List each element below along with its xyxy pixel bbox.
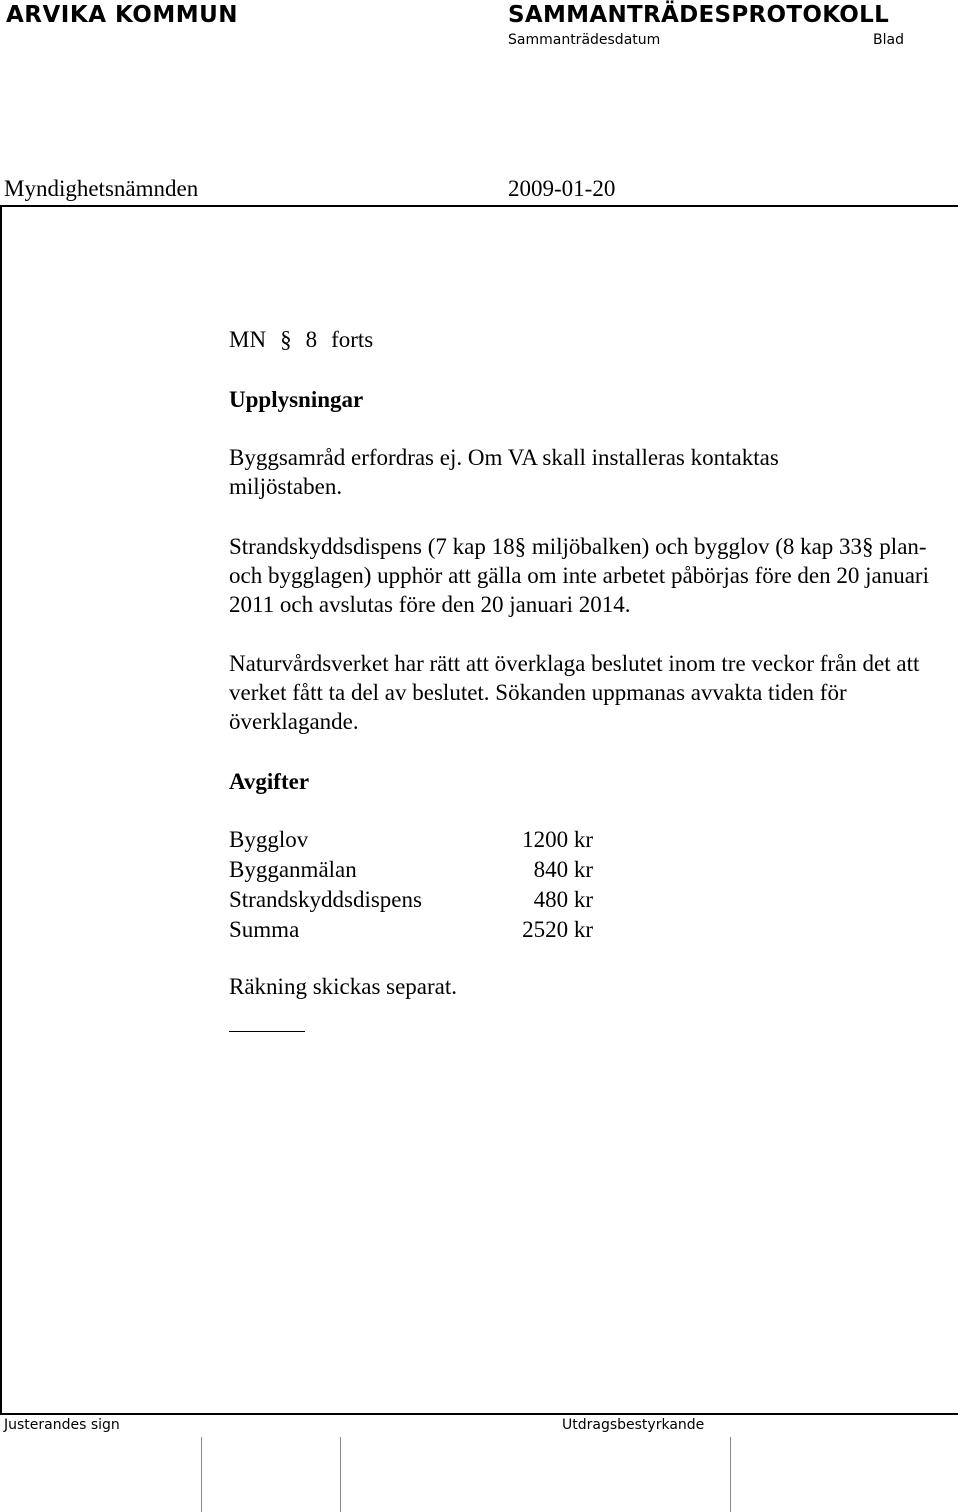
fee-label: Bygganmälan (229, 857, 357, 882)
section-reference (229, 325, 387, 354)
left-margin-rule (0, 205, 2, 1415)
footer-divider (730, 1437, 731, 1512)
bottom-rule (0, 1413, 958, 1415)
footer-divider (340, 1437, 341, 1512)
fee-label: Summa (229, 917, 300, 942)
meeting-date: 2009-01-20 (508, 176, 616, 201)
upplysningar-paragraph-2: Strandskyddsdispens (7 kap 18§ miljöbalken) och bygglov (8 kap 33§ plan- och bygglagen) upphör att gälla om inte arbetet påbörjas före den 20 januari 2011 och avslutas före den 20 januari 2014. (229, 534, 929, 617)
fee-row (229, 855, 609, 885)
fee-total-row (229, 915, 609, 945)
section-prefix: MN (229, 327, 267, 352)
section-continued: forts (331, 327, 374, 352)
fee-table (229, 825, 609, 945)
fee-label: Strandskyddsdispens (229, 887, 422, 912)
upplysningar-heading: Upplysningar (229, 387, 364, 412)
top-rule (0, 205, 958, 207)
section-symbol: § (280, 327, 292, 352)
upplysningar-paragraph-1: Byggsamråd erfordras ej. Om VA skall installeras kontaktas miljöstaben. (229, 445, 779, 499)
footer-divider (201, 1437, 202, 1512)
section-number: 8 (305, 327, 318, 352)
fee-amount: 840 kr (533, 857, 593, 882)
fee-amount: 480 kr (533, 887, 593, 912)
fee-row (229, 885, 609, 915)
document-title: SAMMANTRÄDESPROTOKOLL (508, 2, 890, 28)
organization-name: ARVIKA KOMMUN (6, 2, 239, 28)
fee-label: Bygglov (229, 827, 309, 852)
fee-amount: 1200 kr (522, 827, 593, 852)
fee-amount: 2520 kr (522, 917, 593, 942)
page-label: Blad (873, 32, 904, 48)
footer-adjuster-signature-label: Justerandes sign (4, 1417, 120, 1433)
avgifter-heading: Avgifter (229, 769, 310, 794)
meeting-date-label: Sammanträdesdatum (508, 32, 661, 48)
upplysningar-paragraph-3: Naturvårdsverket har rätt att överklaga beslutet inom tre veckor från det att verket fått ta del av beslutet. Sökanden uppmanas avvakta tiden för överklagande. (229, 651, 920, 734)
committee-name: Myndighetsnämnden (4, 176, 199, 201)
end-of-section-rule (229, 1031, 305, 1032)
footer-certification-label: Utdragsbestyrkande (562, 1417, 705, 1433)
invoice-note: Räkning skickas separat. (229, 974, 458, 999)
fee-row (229, 825, 609, 855)
